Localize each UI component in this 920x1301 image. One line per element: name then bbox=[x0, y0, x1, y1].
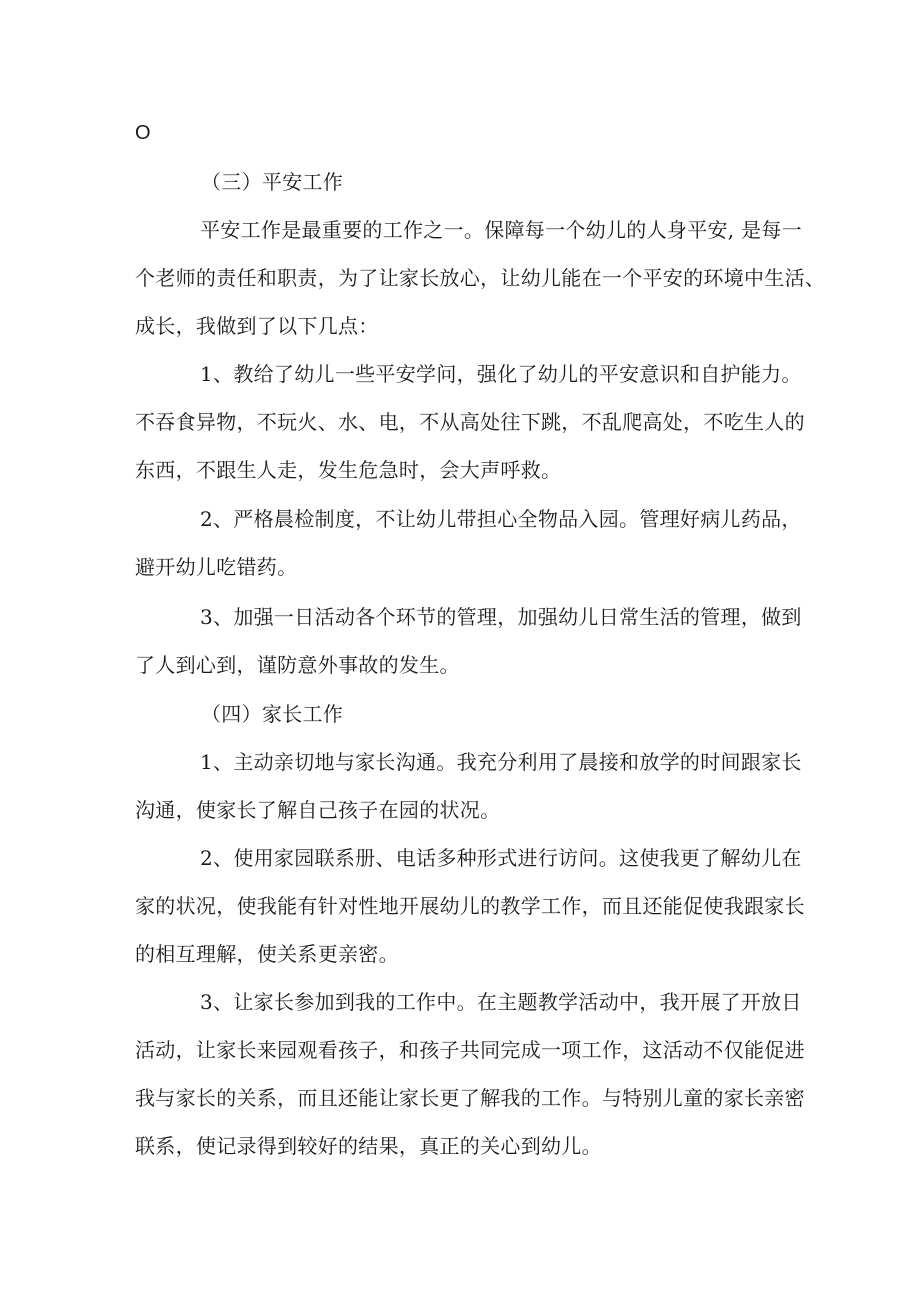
paragraph-line: 联系，使记录得到较好的结果，真正的关心到幼儿。 bbox=[135, 1134, 602, 1158]
paragraph-line: 成长，我做到了以下几点： bbox=[135, 314, 379, 338]
paragraph-line: 2、使用家园联系册、电话多种形式进行访问。这使我更了解幼儿在 bbox=[200, 846, 802, 870]
paragraph-line: 3、加强一日活动各个环节的管理，加强幼儿日常生活的管理，做到 bbox=[200, 605, 802, 629]
paragraph-line: 3、让家长参加到我的工作中。在主题教学活动中，我开展了开放日 bbox=[200, 990, 802, 1014]
paragraph-line: 了人到心到，谨防意外事故的发生。 bbox=[135, 653, 460, 677]
paragraph-line: 2、严格晨检制度，不让幼儿带担心全物品入园。管理好病儿药品， bbox=[200, 507, 802, 531]
paragraph-line: 1、教给了幼儿一些平安学问，强化了幼儿的平安意识和自护能力。 bbox=[200, 362, 802, 386]
section-heading-safety: （三）平安工作 bbox=[201, 170, 344, 194]
paragraph-line: 活动，让家长来园观看孩子，和孩子共同完成一项工作，这活动不仅能促进 bbox=[135, 1038, 805, 1062]
paragraph-line: 沟通，使家长了解自己孩子在园的状况。 bbox=[135, 798, 501, 822]
stray-character: O bbox=[135, 122, 151, 144]
paragraph-line: 东西，不跟生人走，发生危急时，会大声呼救。 bbox=[135, 458, 562, 482]
paragraph-line: 避开幼儿吃错药。 bbox=[135, 555, 298, 579]
paragraph-line: 不吞食异物，不玩火、水、电，不从高处往下跳，不乱爬高处，不吃生人的 bbox=[135, 410, 805, 434]
paragraph-line: 的相互理解，使关系更亲密。 bbox=[135, 942, 399, 966]
paragraph-line: 个老师的责任和职责，为了让家长放心，让幼儿能在一个平安的环境中生活、 bbox=[135, 266, 826, 290]
section-heading-parents: （四）家长工作 bbox=[201, 702, 344, 726]
paragraph-line: 家的状况，使我能有针对性地开展幼儿的教学工作，而且还能促使我跟家长 bbox=[135, 894, 805, 918]
paragraph-line: 1、主动亲切地与家长沟通。我充分利用了晨接和放学的时间跟家长 bbox=[200, 750, 802, 774]
paragraph-line: 平安工作是最重要的工作之一。保障每一个幼儿的人身平安, 是每一 bbox=[200, 218, 803, 242]
paragraph-line: 我与家长的关系，而且还能让家长更了解我的工作。与特别儿童的家长亲密 bbox=[135, 1086, 805, 1110]
